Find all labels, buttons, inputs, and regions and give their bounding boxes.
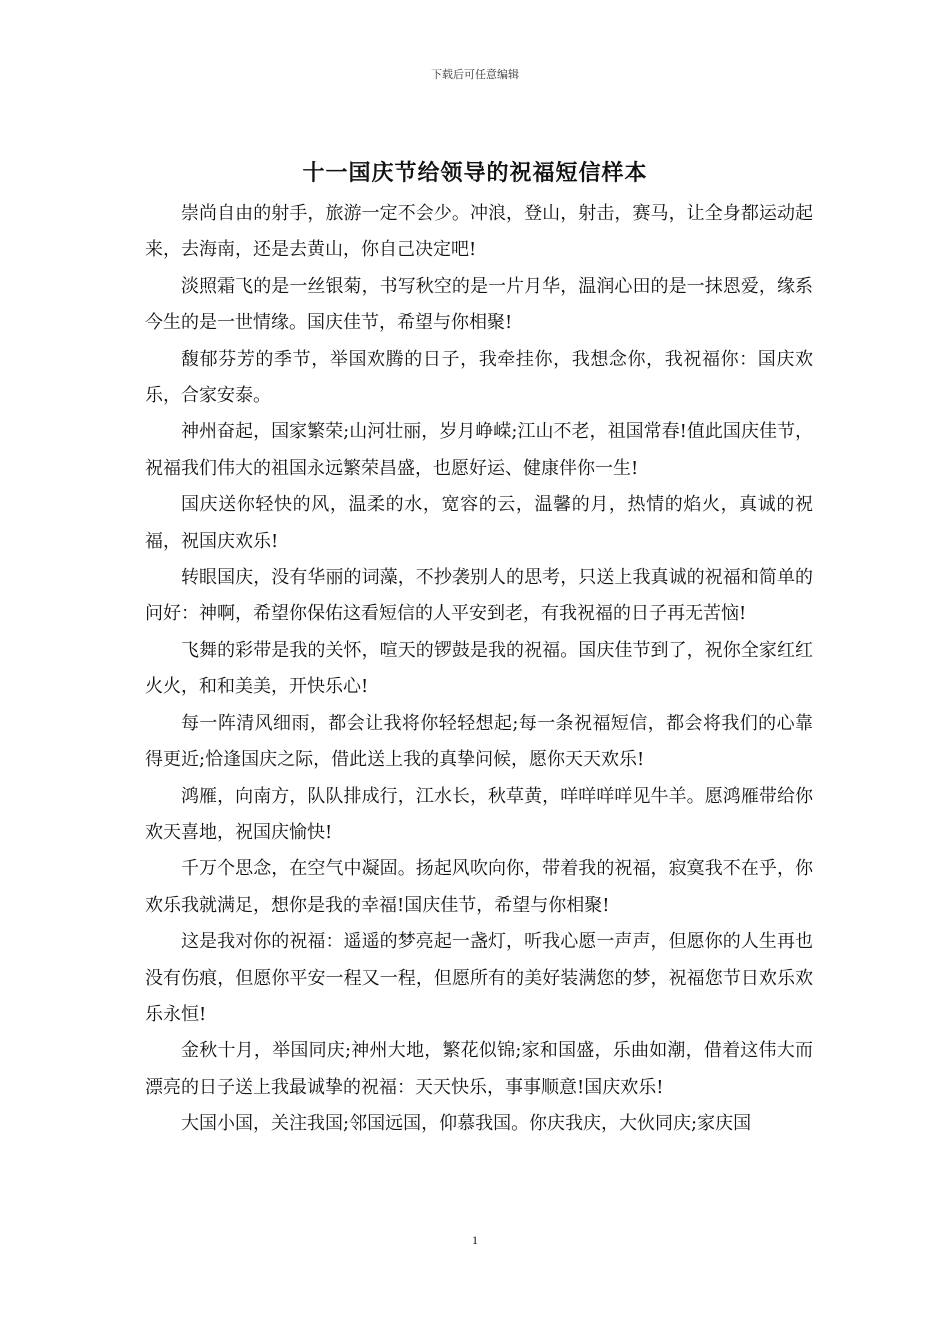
- paragraph: 馥郁芬芳的季节，举国欢腾的日子，我牵挂你，我想念你，我祝福你：国庆欢乐，合家安泰。: [145, 348, 813, 407]
- document-title: 十一国庆节给领导的祝福短信样本: [302, 161, 648, 186]
- paragraph: 国庆送你轻快的风，温柔的水，宽容的云，温馨的月，热情的焰火，真诚的祝福，祝国庆欢乐!: [145, 494, 813, 552]
- page-number: 1: [472, 1233, 478, 1247]
- paragraph: 金秋十月，举国同庆;神州大地，繁花似锦;家和国盛，乐曲如潮，借着这伟大而漂亮的日子送上我最诚挚的祝福：天天快乐，事事顺意!国庆欢乐!: [145, 1040, 813, 1098]
- paragraph: 千万个思念，在空气中凝固。扬起风吹向你，带着我的祝福，寂寞我不在乎，你欢乐我就满足，想你是我的幸福!国庆佳节，希望与你相聚!: [145, 858, 813, 916]
- paragraph: 转眼国庆，没有华丽的词藻，不抄袭别人的思考，只送上我真诚的祝福和简单的问好：神啊，希望你保佑这看短信的人平安到老，有我祝福的日子再无苦恼!: [145, 567, 813, 625]
- document-body: [145, 196, 813, 1143]
- paragraph: 神州奋起，国家繁荣;山河壮丽，岁月峥嵘;江山不老，祖国常春!值此国庆佳节，祝福我们伟大的祖国永远繁荣昌盛，也愿好运、健康伴你一生!: [145, 421, 813, 479]
- paragraph: 淡照霜飞的是一丝银菊，书写秋空的是一片月华，温润心田的是一抹恩爱，缘系今生的是一世情缘。国庆佳节，希望与你相聚!: [145, 275, 813, 334]
- paragraph: 每一阵清风细雨，都会让我将你轻轻想起;每一条祝福短信，都会将我们的心靠得更近;恰逢国庆之际，借此送上我的真挚问候，愿你天天欢乐!: [145, 712, 813, 771]
- paragraph: 崇尚自由的射手，旅游一定不会少。冲浪，登山，射击，赛马，让全身都运动起来，去海南，还是去黄山，你自己决定吧!: [145, 203, 813, 261]
- paragraph: 飞舞的彩带是我的关怀，喧天的锣鼓是我的祝福。国庆佳节到了，祝你全家红红火火，和和美美，开快乐心!: [145, 639, 813, 698]
- paragraph: 这是我对你的祝福：遥遥的梦亮起一盏灯，听我心愿一声声，但愿你的人生再也没有伤痕，但愿你平安一程又一程，但愿所有的美好装满您的梦，祝福您节日欢乐欢乐永恒!: [145, 931, 813, 1025]
- paragraph: 鸿雁，向南方，队队排成行，江水长，秋草黄，咩咩咩咩见牛羊。愿鸿雁带给你欢天喜地，祝国庆愉快!: [145, 785, 813, 843]
- page-header-note: 下载后可任意编辑: [431, 68, 519, 81]
- paragraph: 大国小国，关注我国;邻国远国，仰慕我国。你庆我庆，大伙同庆;家庆国: [181, 1113, 752, 1135]
